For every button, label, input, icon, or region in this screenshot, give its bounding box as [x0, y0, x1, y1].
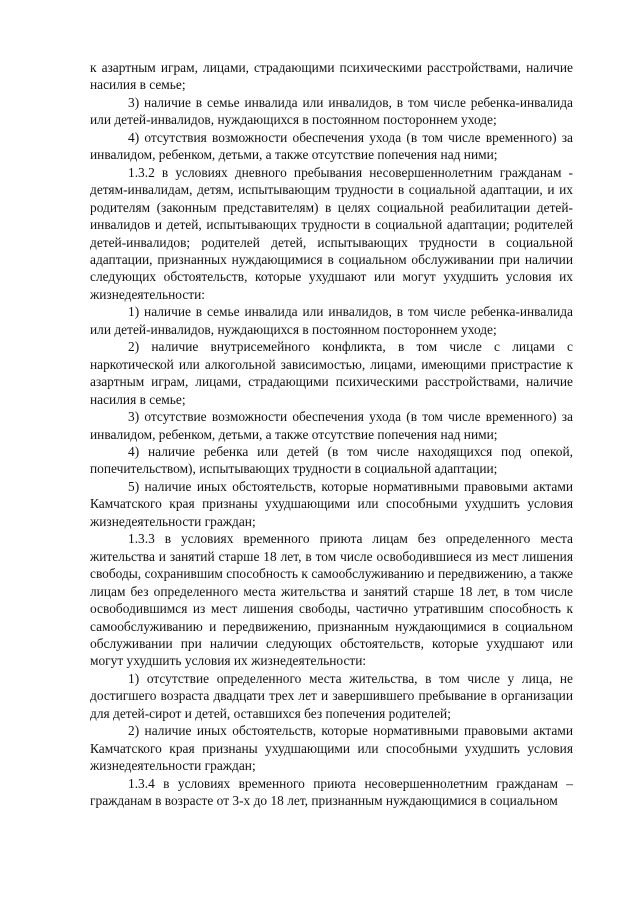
paragraph-item-5: 5) наличие иных обстоятельств, которые нормативными правовыми актами Камчатского края признаны ухудшающими или способными ухудшить условия жизнедеятельности граждан;	[90, 478, 573, 529]
paragraph-item-1: 1) отсутствие определенного места жительства, в том числе у лица, не достигшего возраста двадцати трех лет и завершившего пребывание в организации для детей-сирот и детей, оставшихся без попечения родителей;	[90, 670, 573, 721]
paragraph-item-3: 3) наличие в семье инвалида или инвалидов, в том числе ребенка-инвалида или детей-инвалидов, нуждающихся в постоянном постороннем уходе;	[90, 94, 573, 128]
paragraph-item-4: 4) наличие ребенка или детей (в том числе находящихся под опекой, попечительством), испытывающих трудности в социальной адаптации;	[90, 443, 573, 477]
paragraph-item-1: 1) наличие в семье инвалида или инвалидов, в том числе ребенка-инвалида или детей-инвалидов, нуждающихся в постоянном постороннем уходе;	[90, 304, 573, 337]
paragraph-section-1-3-2: 1.3.2 в условиях дневного пребывания несовершеннолетним гражданам - детям-инвалидам, детям, испытывающим трудности в социальной адаптации, и их родителям (законным представителям) в целях социальной реабилитации детей-инвалидов и детей, испытывающих трудности в социальной адаптации; родителей детей-инвалидов; родителей детей, испытывающих трудности в социальной адаптации, признанных нуждающимися в социальном обслуживании при наличии следующих обстоятельств, которые ухудшают или могут ухудшить условия их жизнедеятельности:	[90, 164, 573, 302]
paragraph-item-2: 2) наличие иных обстоятельств, которые нормативными правовыми актами Камчатского края признаны ухудшающими или способными ухудшить условия жизнедеятельности граждан;	[90, 723, 573, 774]
paragraph-item-3: 3) отсутствие возможности обеспечения ухода (в том числе временного) за инвалидом, ребенком, детьми, а также отсутствие попечения над ними;	[90, 409, 573, 442]
document-page	[90, 59, 573, 809]
paragraph-continuation: к азартным играм, лицами, страдающими психическими расстройствами, наличие насилия в семье;	[90, 60, 573, 93]
paragraph-item-2: 2) наличие внутрисемейного конфликта, в том числе с лицами с наркотической или алкогольной зависимостью, лицами, имеющими пристрастие к азартным играм, лицами, страдающими психическими расстройствами, наличие насилия в семье;	[90, 339, 573, 407]
paragraph-section-1-3-3: 1.3.3 в условиях временного приюта лицам без определенного места жительства и занятий старше 18 лет, в том числе освободившиеся из мест лишения свободы, сохранившим способность к самообслуживанию и передвижению, а также лицам без определенного места жительства и занятий старше 18 лет, в том числе освободившимся из мест лишения свободы, частично утратившим способность к самообслуживанию и передвижению, признанным нуждающимися в социальном обслуживании при наличии следующих обстоятельств, которые ухудшают или могут ухудшить условия их жизнедеятельности:	[90, 531, 573, 669]
paragraph-section-1-3-4: 1.3.4 в условиях временного приюта несовершеннолетним гражданам – гражданам в возрасте от 3-х до 18 лет, признанным нуждающимися в социальном	[90, 775, 573, 809]
paragraph-item-4: 4) отсутствия возможности обеспечения ухода (в том числе временного) за инвалидом, ребенком, детьми, а также отсутствие попечения над ними;	[90, 129, 573, 163]
